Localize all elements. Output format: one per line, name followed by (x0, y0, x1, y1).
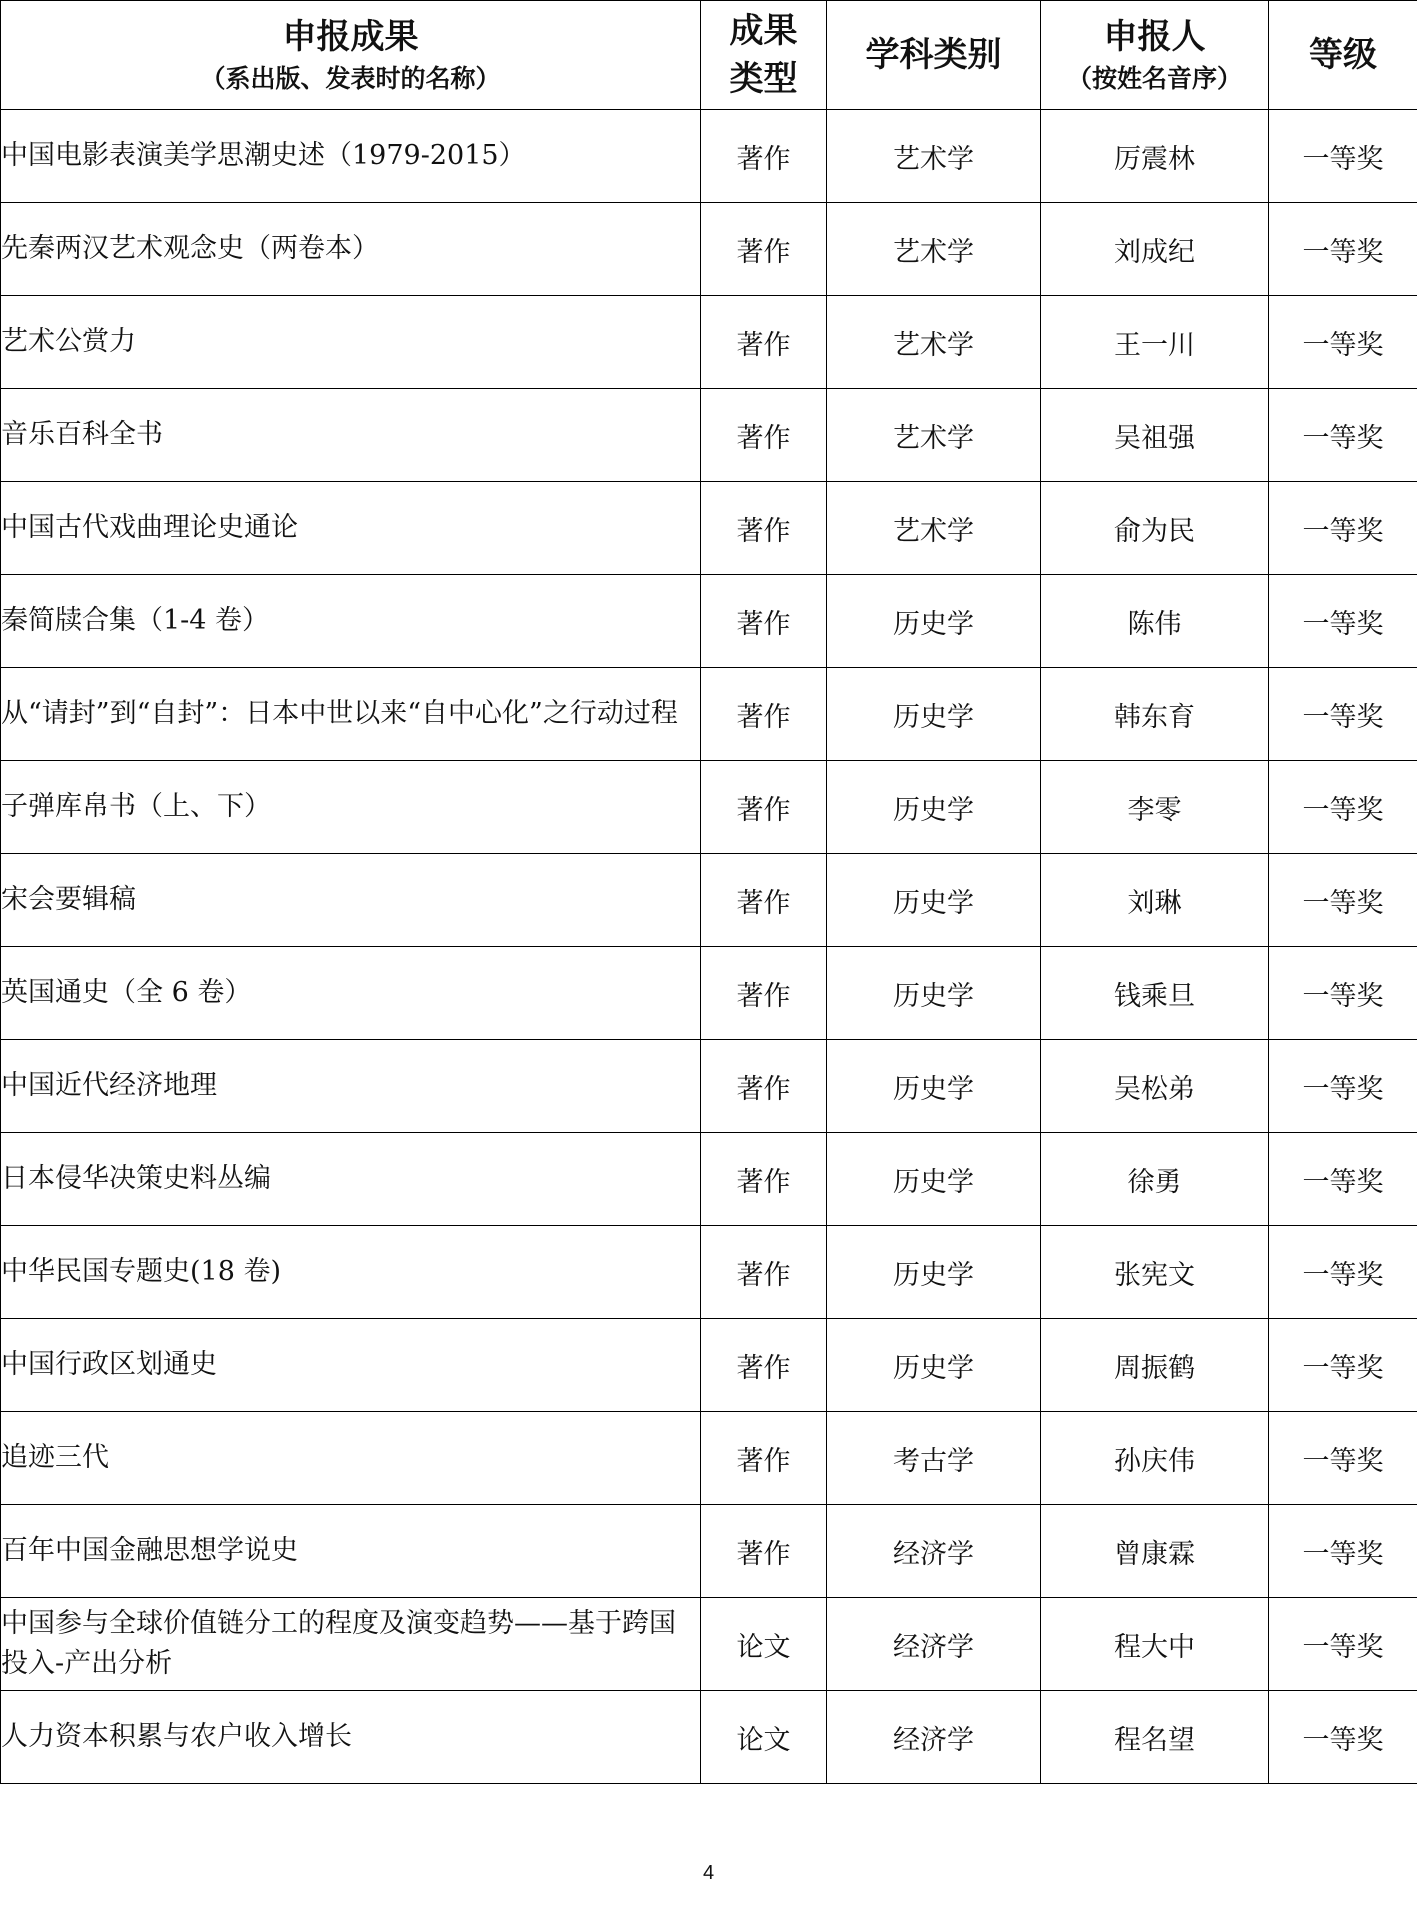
page-number: 4 (702, 1862, 715, 1884)
achievement-type-cell: 著作 (701, 1226, 827, 1319)
award-level-cell: 一等奖 (1269, 110, 1417, 203)
award-level-cell: 一等奖 (1269, 389, 1417, 482)
achievement-title-cell: 人力资本积累与农户收入增长 (1, 1691, 701, 1784)
applicant-cell: 周振鹤 (1041, 1319, 1269, 1412)
discipline-cell: 历史学 (827, 668, 1041, 761)
table-row (1, 668, 1417, 761)
achievement-type-cell: 著作 (701, 1319, 827, 1412)
header-level-label: 等级 (1309, 35, 1377, 75)
achievement-type-cell: 著作 (701, 575, 827, 668)
applicant-cell: 吴祖强 (1041, 389, 1269, 482)
discipline-cell: 历史学 (827, 575, 1041, 668)
achievement-title-cell: 宋会要辑稿 (1, 854, 701, 947)
achievement-title-cell: 百年中国金融思想学说史 (1, 1505, 701, 1598)
achievement-title-cell: 从“请封”到“自封”：日本中世以来“自中心化”之行动过程 (1, 668, 701, 761)
award-level-cell: 一等奖 (1269, 761, 1417, 854)
table-row (1, 854, 1417, 947)
table-row (1, 947, 1417, 1040)
header-applicant-sub: （按姓名音序） (1066, 64, 1242, 93)
achievement-type-cell: 论文 (701, 1691, 827, 1784)
table-body (1, 110, 1417, 1784)
award-level-cell: 一等奖 (1269, 1133, 1417, 1226)
table-row (1, 1412, 1417, 1505)
applicant-cell: 厉震林 (1041, 110, 1269, 203)
achievement-title-cell: 英国通史（全 6 卷） (1, 947, 701, 1040)
achievement-type-cell: 著作 (701, 482, 827, 575)
table-row (1, 1226, 1417, 1319)
table-row (1, 1505, 1417, 1598)
achievement-type-cell: 著作 (701, 1040, 827, 1133)
award-level-cell: 一等奖 (1269, 1505, 1417, 1598)
header-type-line2: 类型 (729, 59, 798, 99)
table-row (1, 1691, 1417, 1784)
award-level-cell: 一等奖 (1269, 482, 1417, 575)
table-row (1, 575, 1417, 668)
award-level-cell: 一等奖 (1269, 947, 1417, 1040)
discipline-cell: 艺术学 (827, 296, 1041, 389)
achievement-type-cell: 著作 (701, 947, 827, 1040)
discipline-cell: 艺术学 (827, 389, 1041, 482)
applicant-cell: 刘成纪 (1041, 203, 1269, 296)
table-row (1, 1040, 1417, 1133)
achievement-title-cell: 中国行政区划通史 (1, 1319, 701, 1412)
table-row (1, 1598, 1417, 1691)
header-title-main: 申报成果 (282, 17, 419, 57)
header-level (1269, 1, 1417, 110)
achievement-title-cell: 中华民国专题史(18 卷) (1, 1226, 701, 1319)
header-title (1, 1, 701, 110)
discipline-cell: 历史学 (827, 761, 1041, 854)
achievement-title-cell: 追迹三代 (1, 1412, 701, 1505)
achievement-title-cell: 艺术公赏力 (1, 296, 701, 389)
achievement-type-cell: 著作 (701, 110, 827, 203)
table-row (1, 761, 1417, 854)
applicant-cell: 钱乘旦 (1041, 947, 1269, 1040)
achievement-title-cell: 中国参与全球价值链分工的程度及演变趋势——基于跨国投入-产出分析 (1, 1598, 701, 1691)
header-applicant-main: 申报人 (1103, 17, 1206, 57)
applicant-cell: 程大中 (1041, 1598, 1269, 1691)
discipline-cell: 历史学 (827, 1040, 1041, 1133)
discipline-cell: 经济学 (827, 1505, 1041, 1598)
applicant-cell: 王一川 (1041, 296, 1269, 389)
header-row (1, 1, 1417, 110)
applicant-cell: 程名望 (1041, 1691, 1269, 1784)
award-level-cell: 一等奖 (1269, 575, 1417, 668)
applicant-cell: 李零 (1041, 761, 1269, 854)
table-row (1, 1319, 1417, 1412)
table-row (1, 482, 1417, 575)
applicant-cell: 韩东育 (1041, 668, 1269, 761)
award-level-cell: 一等奖 (1269, 854, 1417, 947)
header-applicant (1041, 1, 1269, 110)
award-level-cell: 一等奖 (1269, 1319, 1417, 1412)
table-row (1, 389, 1417, 482)
table-row (1, 296, 1417, 389)
achievement-title-cell: 中国古代戏曲理论史通论 (1, 482, 701, 575)
award-level-cell: 一等奖 (1269, 1226, 1417, 1319)
header-title-sub: （系出版、发表时的名称） (200, 64, 501, 93)
discipline-cell: 经济学 (827, 1598, 1041, 1691)
achievement-title-cell: 音乐百科全书 (1, 389, 701, 482)
achievement-type-cell: 论文 (701, 1598, 827, 1691)
discipline-cell: 历史学 (827, 1319, 1041, 1412)
table-row (1, 203, 1417, 296)
achievement-type-cell: 著作 (701, 1133, 827, 1226)
discipline-cell: 历史学 (827, 1226, 1041, 1319)
discipline-cell: 历史学 (827, 947, 1041, 1040)
achievement-title-cell: 先秦两汉艺术观念史（两卷本） (1, 203, 701, 296)
achievement-title-cell: 中国近代经济地理 (1, 1040, 701, 1133)
header-type-line1: 成果 (729, 11, 798, 51)
header-discipline-label: 学科类别 (865, 35, 1002, 75)
discipline-cell: 艺术学 (827, 203, 1041, 296)
award-level-cell: 一等奖 (1269, 1598, 1417, 1691)
discipline-cell: 历史学 (827, 854, 1041, 947)
achievement-type-cell: 著作 (701, 668, 827, 761)
award-level-cell: 一等奖 (1269, 1040, 1417, 1133)
discipline-cell: 艺术学 (827, 110, 1041, 203)
applicant-cell: 曾康霖 (1041, 1505, 1269, 1598)
table-row (1, 1133, 1417, 1226)
applicant-cell: 徐勇 (1041, 1133, 1269, 1226)
achievement-title-cell: 中国电影表演美学思潮史述（1979-2015） (1, 110, 701, 203)
award-level-cell: 一等奖 (1269, 1412, 1417, 1505)
applicant-cell: 张宪文 (1041, 1226, 1269, 1319)
applicant-cell: 刘琳 (1041, 854, 1269, 947)
header-discipline (827, 1, 1041, 110)
discipline-cell: 考古学 (827, 1412, 1041, 1505)
applicant-cell: 孙庆伟 (1041, 1412, 1269, 1505)
applicant-cell: 陈伟 (1041, 575, 1269, 668)
award-level-cell: 一等奖 (1269, 1691, 1417, 1784)
applicant-cell: 俞为民 (1041, 482, 1269, 575)
achievement-type-cell: 著作 (701, 761, 827, 854)
award-level-cell: 一等奖 (1269, 203, 1417, 296)
achievement-type-cell: 著作 (701, 203, 827, 296)
table-row (1, 110, 1417, 203)
award-level-cell: 一等奖 (1269, 296, 1417, 389)
achievement-type-cell: 著作 (701, 854, 827, 947)
discipline-cell: 艺术学 (827, 482, 1041, 575)
achievement-type-cell: 著作 (701, 1505, 827, 1598)
achievement-type-cell: 著作 (701, 1412, 827, 1505)
achievement-type-cell: 著作 (701, 389, 827, 482)
discipline-cell: 经济学 (827, 1691, 1041, 1784)
applicant-cell: 吴松弟 (1041, 1040, 1269, 1133)
achievement-type-cell: 著作 (701, 296, 827, 389)
achievement-title-cell: 秦简牍合集（1-4 卷） (1, 575, 701, 668)
achievement-title-cell: 日本侵华决策史料丛编 (1, 1133, 701, 1226)
award-level-cell: 一等奖 (1269, 668, 1417, 761)
header-type (701, 1, 827, 110)
discipline-cell: 历史学 (827, 1133, 1041, 1226)
achievement-title-cell: 子弹库帛书（上、下） (1, 761, 701, 854)
